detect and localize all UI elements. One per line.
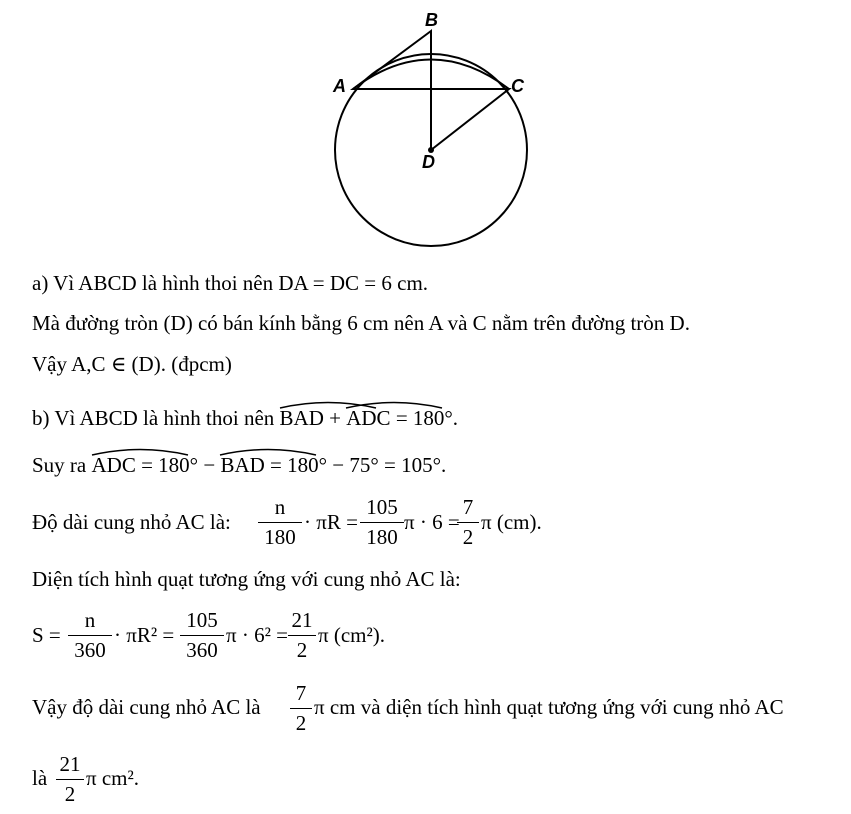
sector-end: π (cm²). — [318, 623, 386, 647]
rhombus-circle-figure — [318, 0, 548, 250]
arc-frac-2: $\frac{105}{180}$ — [360, 497, 404, 548]
label-b: B — [425, 10, 438, 30]
arc-length-prefix: Độ dài cung nhỏ AC là: — [32, 510, 231, 534]
label-a: A — [333, 76, 346, 96]
arc-mid-2: π · 6 = — [404, 510, 460, 534]
arc-frac-1: $\frac{n}{180}$ — [258, 497, 302, 548]
part-b-line-2 — [32, 455, 446, 476]
angle-adc-2: ADC — [92, 455, 136, 476]
part-b-line-1: b) Vì ABCD là hình thoi nên BAD + ADC = 180°. — [32, 408, 458, 429]
label-c: C — [511, 76, 524, 96]
conclusion-frac-1: $\frac{7}{2}$ — [290, 683, 312, 734]
sector-frac-3: $\frac{21}{2}$ — [288, 610, 316, 661]
angle-bad-2: BAD — [220, 455, 264, 476]
conclusion-frac-2: $\frac{21}{2}$ — [56, 754, 84, 805]
part-a-line-2: Mà đường tròn (D) có bán kính bằng 6 cm nên A và C nằm trên đường tròn D. — [32, 311, 690, 335]
part-a-line-3 — [32, 354, 232, 375]
arc-end: π (cm). — [481, 510, 542, 534]
arc-mid-1: · πR = — [304, 510, 358, 534]
sector-s: S = — [32, 623, 61, 647]
label-d: D — [422, 152, 435, 172]
sector-mid-1: · πR² = — [114, 623, 175, 647]
conclusion-end: π cm². — [86, 766, 140, 790]
angle-bad: BAD — [280, 408, 324, 429]
conclusion-mid: π cm và diện tích hình quạt tương ứng với cung nhỏ AC — [314, 695, 784, 719]
sector-frac-2: $\frac{105}{360}$ — [180, 610, 224, 661]
part-b-line-1-prefix: b) Vì ABCD là hình thoi nên — [32, 406, 275, 430]
sector-frac-1: $\frac{n}{360}$ — [68, 610, 112, 661]
sector-heading: Diện tích hình quạt tương ứng với cung nhỏ AC là: — [32, 567, 461, 591]
conclusion-2-prefix: là — [32, 766, 48, 790]
arc-frac-3: $\frac{7}{2}$ — [457, 497, 479, 548]
part-b-line-2-rest: = 180° − 75° = 105°. — [270, 453, 447, 477]
angle-adc: ADC — [346, 408, 390, 429]
part-a-line-1: a) Vì ABCD là hình thoi nên DA = DC = 6 cm. — [32, 271, 429, 295]
part-a-line-3-math: A,C ∈ (D) — [71, 352, 161, 376]
part-a-line-3-prefix: Vậy — [32, 352, 67, 376]
part-b-line-1-rest: = 180°. — [395, 406, 459, 430]
part-b-line-2-prefix: Suy ra — [32, 453, 87, 477]
part-a-line-3-suffix: . (đpcm) — [160, 352, 232, 376]
conclusion-prefix: Vậy độ dài cung nhỏ AC là — [32, 695, 261, 719]
part-b-line-2-mid: = 180° − — [141, 453, 216, 477]
sector-mid-2: π · 6² = — [226, 623, 288, 647]
